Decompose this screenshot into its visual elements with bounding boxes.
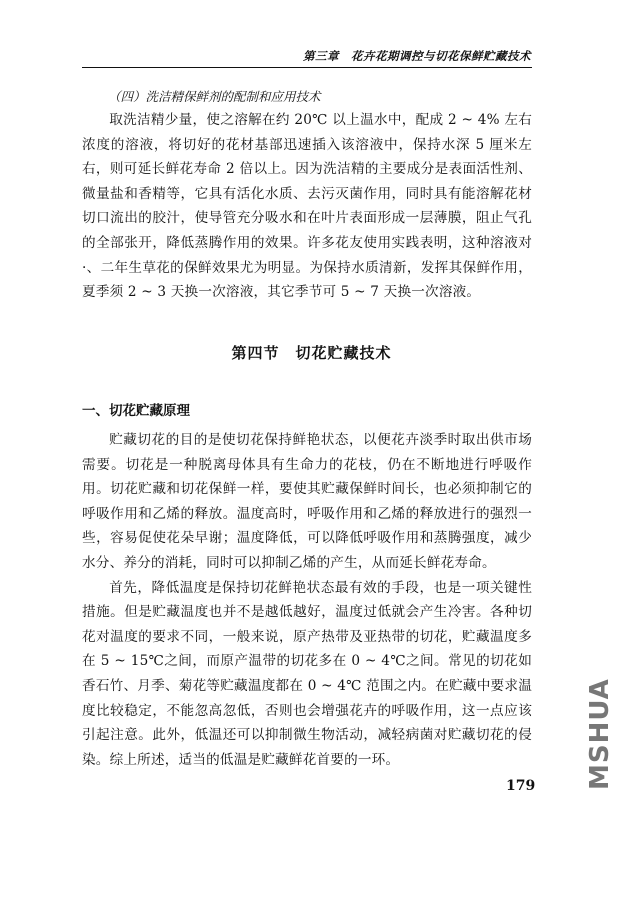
body-paragraph-2: 首先，降低温度是保持切花鲜艳状态最有效的手段，也是一项关键性措施。但是贮藏温度也并不是越低越好，温度过低就会产生冷害。各种切花对温度的要求不同，一般来说，原产热带及亚热带的切花，贮藏温度多在 5 ~ 15℃之间，而原产温带的切花多在 0 ~ 4℃之间。常见的切花如香石竹、月季、菊花等贮藏温度都在 0 ~ 4℃ 范围之内。在贮藏中要求温度比较稳定，不能忽高忽低，否则也会增强花卉的呼吸作用，这一点应该引起注意。此外，低温还可以抑制微生物活动，减轻病菌对贮藏切花的侵染。综上所述，适当的低温是贮藏鲜花首要的一环。: [82, 579, 532, 768]
page-number: 179: [506, 778, 536, 794]
header-rule: [82, 67, 532, 68]
section-title: 第四节 切花贮藏技术: [231, 344, 392, 362]
subsection-block: [82, 86, 532, 305]
subsection-heading: （四）洗洁精保鲜剂的配制和应用技术: [108, 89, 321, 104]
sub-heading: 一、切花贮藏原理: [82, 403, 190, 419]
body-paragraph-1: 贮藏切花的目的是使切花保持鲜艳状态，以便花卉淡季时取出供市场需要。切花是一种脱离母体具有生命力的花枝，仍在不断地进行呼吸作用。切花贮藏和切花保鲜一样，要使其贮藏保鲜时间长，也必须抑制它的呼吸作用和乙烯的释放。温度高时，呼吸作用和乙烯的释放进行的强烈一些，容易促使花朵早谢；温度降低，可以降低呼吸作用和蒸腾强度，减少水分、养分的消耗，同时可以抑制乙烯的产生，从而延长鲜花寿命。: [82, 432, 532, 571]
subsection-paragraph: 取洗洁精少量，使之溶解在约 20℃ 以上温水中，配成 2 ~ 4% 左右浓度的溶液，将切好的花材基部迅速插入该溶液中，保持水深 5 厘米左右，则可延长鲜花寿命 2 倍以上。因为洗洁精的主要成分是表面活性剂、微量盐和香精等，它具有活化水质、去污灭菌作用，同时具有能溶解花材切口流出的胶汁，使导管充分吸水和在叶片表面形成一层薄膜，阻止气孔的全部张开，降低蒸腾作用的效果。许多花友使用实践表明，这种溶液对 ·、二年生草花的保鲜效果尤为明显。为保持水质清新，发挥其保鲜作用，夏季须 2 ~ 3 天换一次溶液，其它季节可 5 ~ 7 天换一次溶液。: [82, 112, 532, 301]
section-body: [82, 428, 532, 772]
running-header: 第三章 花卉花期调控与切花保鲜贮藏技术: [303, 49, 531, 63]
watermark: MSHUA: [585, 678, 615, 790]
